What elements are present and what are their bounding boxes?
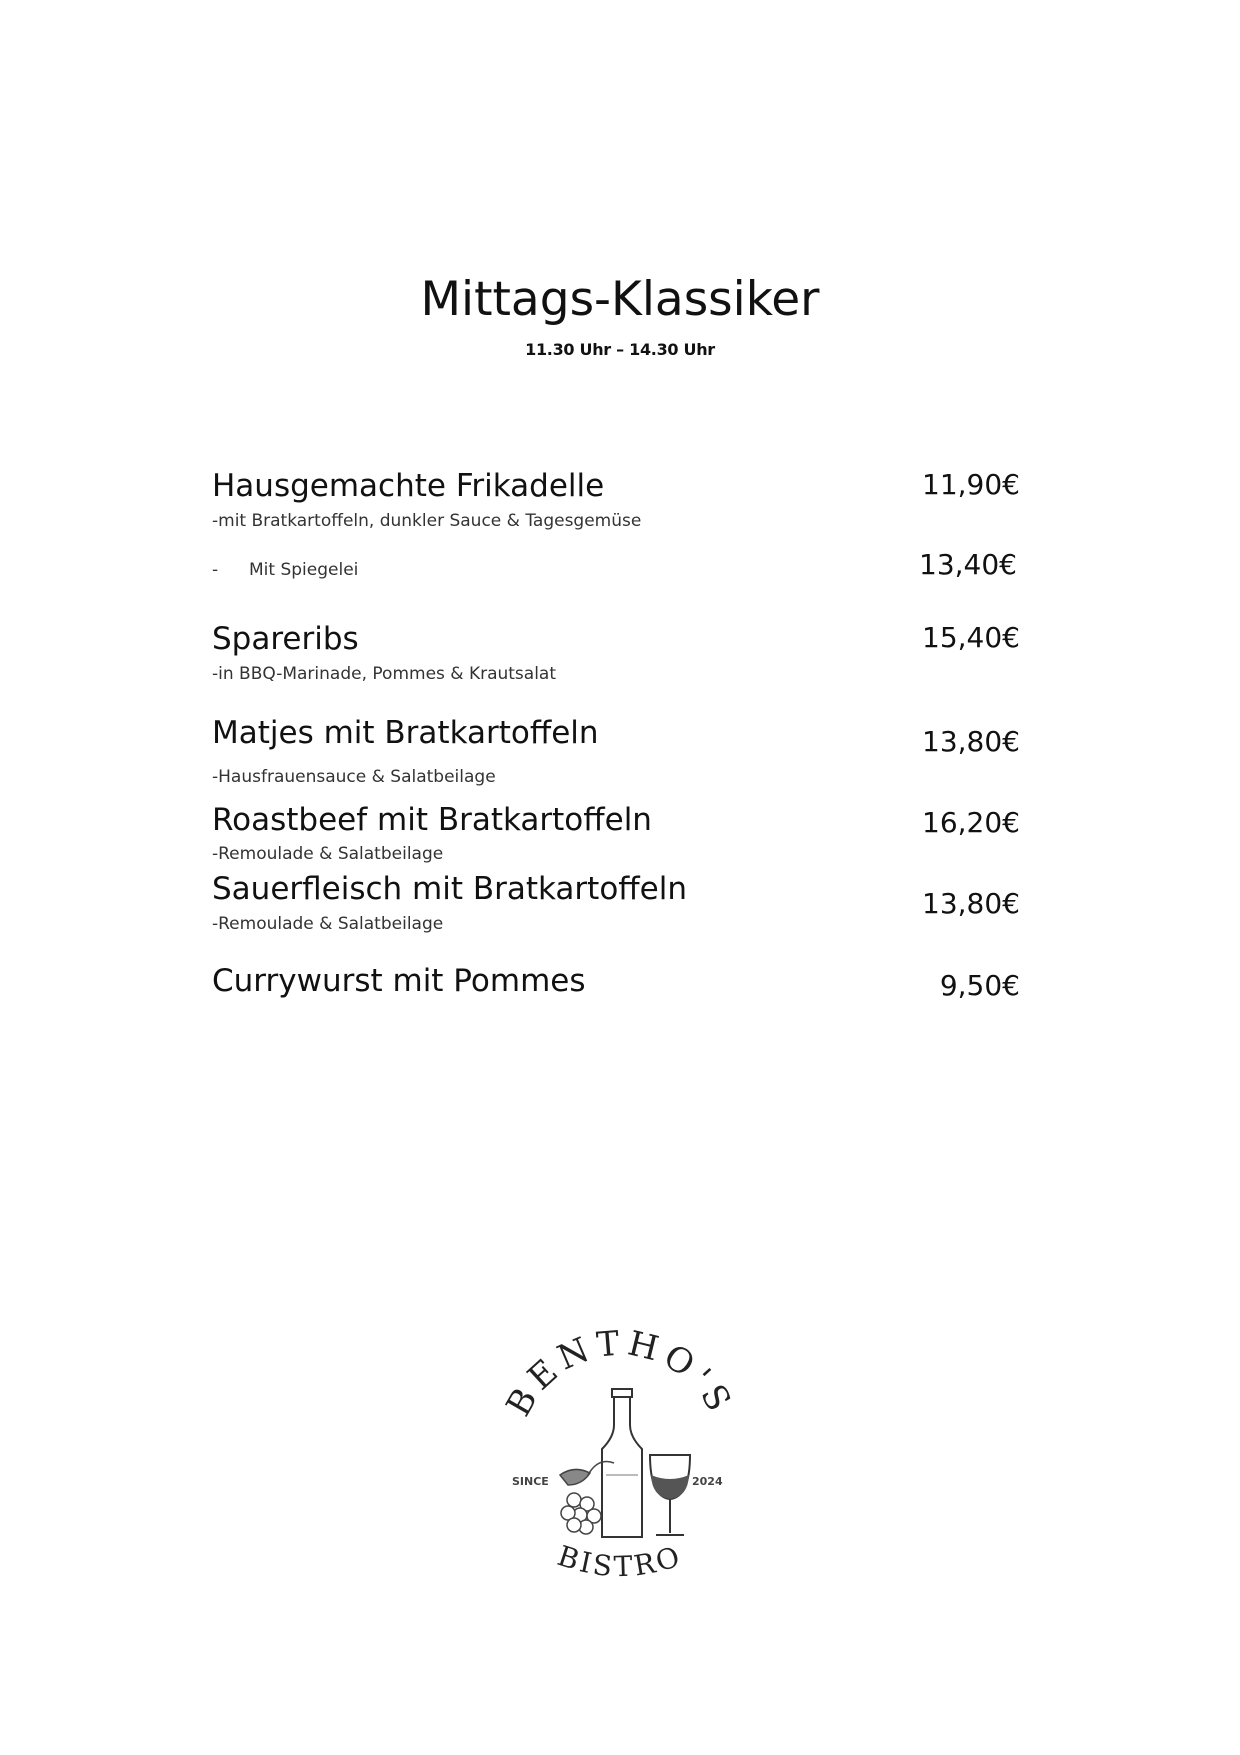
bottle-icon <box>602 1389 642 1537</box>
dish-description: -Hausfrauensauce & Salatbeilage <box>212 767 496 787</box>
opening-hours: 11.30 Uhr – 14.30 Uhr <box>525 340 715 359</box>
dish-price: 9,50€ <box>939 969 1020 1002</box>
dish-description: -Remoulade & Salatbeilage <box>212 844 444 864</box>
option-bullet: - <box>212 560 219 580</box>
dish-description: -mit Bratkartoffeln, dunkler Sauce & Tagesgemüse <box>212 511 642 531</box>
logo-name-text: BENTHO'S <box>498 1325 742 1424</box>
bistro-logo <box>490 1325 750 1585</box>
wine-glass-icon <box>650 1455 690 1535</box>
logo-subtitle <box>554 1539 687 1583</box>
logo-year: 2024 <box>692 1475 723 1488</box>
dish-description: -in BBQ-Marinade, Pommes & Krautsalat <box>212 664 557 684</box>
dish-name: Hausgemachte Frikadelle <box>212 468 605 504</box>
option-label: Mit Spiegelei <box>249 560 359 580</box>
option-price: 13,40€ <box>919 548 1017 581</box>
dish-name: Spareribs <box>212 621 359 657</box>
dish-price: 11,90€ <box>922 468 1020 501</box>
dish-price: 16,20€ <box>922 806 1020 839</box>
page-title: Mittags-Klassiker <box>420 272 820 327</box>
dish-name: Sauerfleisch mit Bratkartoffeln <box>212 871 687 907</box>
dish-price: 15,40€ <box>922 621 1020 654</box>
dish-name: Currywurst mit Pommes <box>212 963 586 999</box>
logo-subtitle-text: BISTRO <box>553 1539 687 1584</box>
dish-price: 13,80€ <box>922 887 1020 920</box>
logo-since: SINCE <box>512 1475 549 1488</box>
dish-price: 13,80€ <box>922 725 1020 758</box>
dish-name: Matjes mit Bratkartoffeln <box>212 715 599 751</box>
dish-name: Roastbeef mit Bratkartoffeln <box>212 802 652 838</box>
dish-description: -Remoulade & Salatbeilage <box>212 914 444 934</box>
